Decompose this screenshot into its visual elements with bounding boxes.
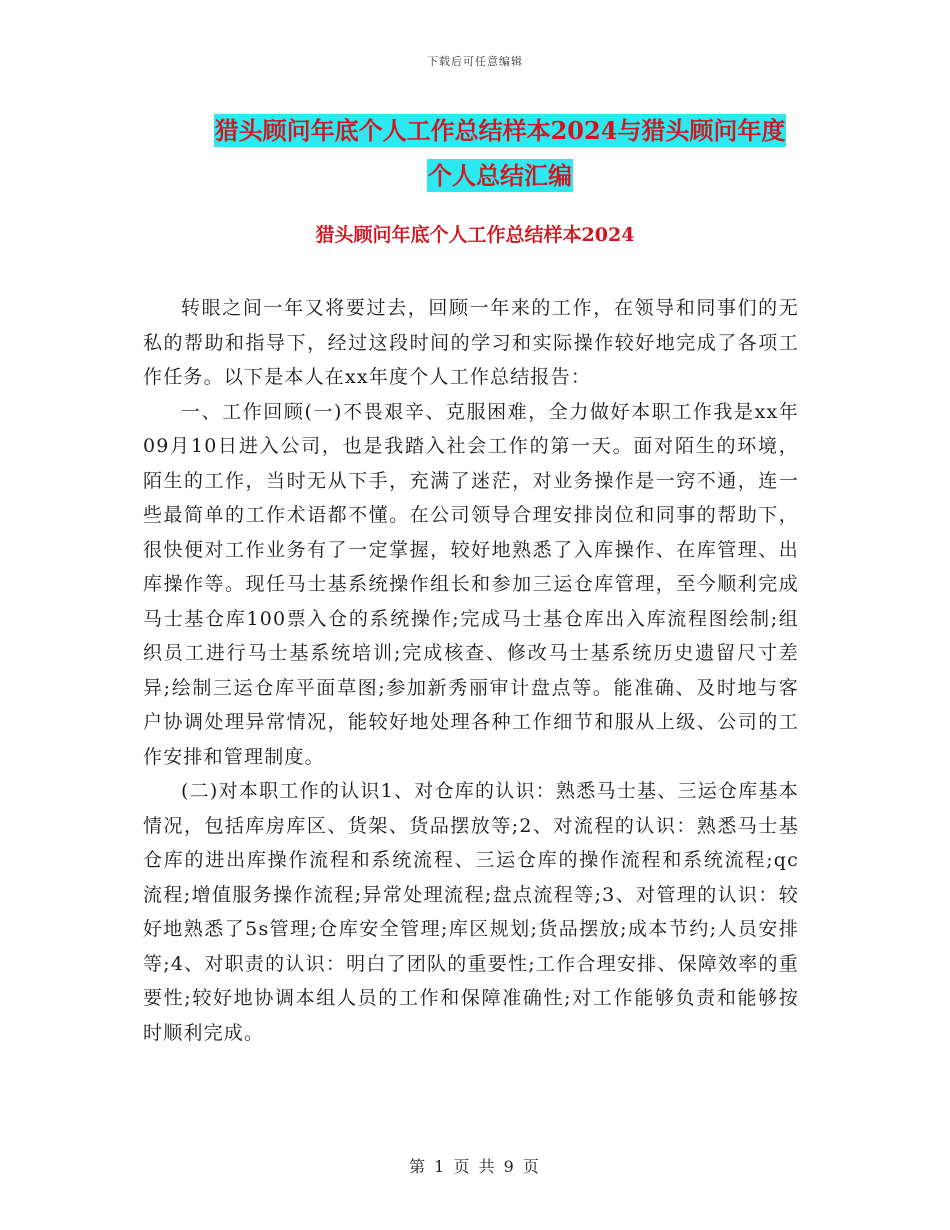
section-title: 猎头顾问年底个人工作总结样本2024 — [315, 224, 635, 246]
paragraph: 一、工作回顾(一)不畏艰辛、克服困难，全力做好本职工作我是xx年09月10日进入公司，也是我踏入社会工作的第一天。面对陌生的环境，陌生的工作，当时无从下手，充满了迷茫，对业务操作是一窍不通，连一些最简单的工作术语都不懂。在公司领导合理安排岗位和同事的帮助下，很快便对工作业务有了一定掌握，较好地熟悉了入库操作、在库管理、出库操作等。现任马士基系统操作组长和参加三运仓库管理，至今顺利完成马士基仓库100票入仓的系统操作;完成马士基仓库出入库流程图绘制;组织员工进行马士基系统培训;完成核查、修改马士基系统历史遗留尺寸差异;绘制三运仓库平面草图;参加新秀丽审计盘点等。能准确、及时地与客户协调处理异常情况，能较好地处理各种工作细节和服从上级、公司的工作安排和管理制度。 — [143, 400, 799, 768]
paragraph: 转眼之间一年又将要过去，回顾一年来的工作，在领导和同事们的无私的帮助和指导下，经过这段时间的学习和实际操作较好地完成了各项工作任务。以下是本人在xx年度个人工作总结报告： — [143, 297, 799, 388]
header-note: 下载后可任意编辑 — [427, 55, 523, 68]
title-line-2: 个人总结汇编 — [428, 161, 572, 190]
document-title — [150, 108, 850, 198]
page-number-footer: 第 1 页 共 9 页 — [409, 1157, 541, 1176]
paragraph: (二)对本职工作的认识1、对仓库的认识：熟悉马士基、三运仓库基本情况，包括库房库区、货架、货品摆放等;2、对流程的认识：熟悉马士基仓库的进出库操作流程和系统流程、三运仓库的操作流程和系统流程;qc流程;增值服务操作流程;异常处理流程;盘点流程等;3、对管理的认识：较好地熟悉了5s管理;仓库安全管理;库区规划;货品摆放;成本节约;人员安排等;4、对职责的认识：明白了团队的重要性;工作合理安排、保障效率的重要性;较好地协调本组人员的工作和保障准确性;对工作能够负责和能够按时顺利完成。 — [143, 780, 799, 1044]
document-body — [143, 291, 799, 1050]
title-line-1: 猎头顾问年底个人工作总结样本2024与猎头顾问年度 — [214, 116, 786, 145]
